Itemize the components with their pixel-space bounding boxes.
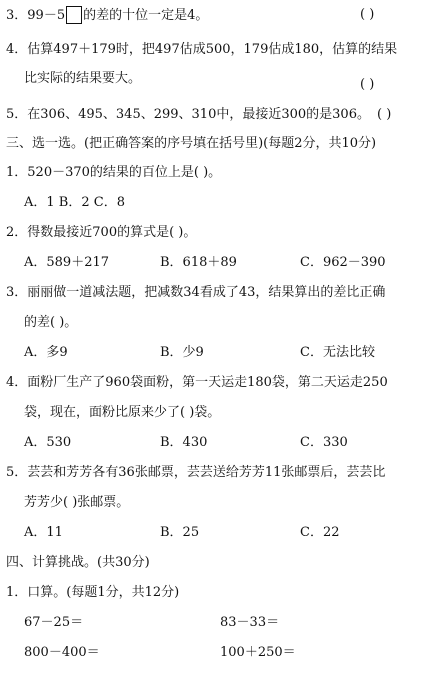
oral-problem: 83－33＝ <box>220 615 280 630</box>
choice-3-question-line1: 3．丽丽做一道减法题，把减数34看成了43，结果算出的差比正确 <box>6 285 386 300</box>
choice-2-option-a: A．589＋217 <box>24 255 110 270</box>
choice-5-question-line2: 芳芳少( )张邮票。 <box>24 495 130 510</box>
judgement-item-3-prefix: 3．99－5 <box>6 8 66 23</box>
blank-box <box>66 6 82 24</box>
choice-2-option-b: B．618＋89 <box>160 255 237 270</box>
section-3-title: 三、选一选。(把正确答案的序号填在括号里)(每题2分，共10分) <box>6 136 377 151</box>
choice-2-option-c: C．962－390 <box>300 255 386 270</box>
oral-problem: 67－25＝ <box>24 615 84 630</box>
judgement-item-5-answer-paren: ( ) <box>377 107 392 122</box>
judgement-item-3-suffix: 的差的十位一定是4。 <box>83 8 209 23</box>
choice-5-option-a: A．11 <box>24 525 63 540</box>
choice-4-option-b: B．430 <box>160 435 208 450</box>
oral-calc-title: 1．口算。(每题1分，共12分) <box>6 585 180 600</box>
judgement-item-3 <box>6 6 208 25</box>
judgement-item-5: 5．在306、495、345、299、310中，最接近300的是306。 <box>6 107 370 122</box>
choice-4-question-line2: 袋，现在，面粉比原来少了( )袋。 <box>24 405 221 420</box>
judgement-item-4-line2: 比实际的结果要大。 <box>24 71 142 86</box>
choice-5-option-b: B．25 <box>160 525 200 540</box>
section-4-title: 四、计算挑战。(共30分) <box>6 555 150 570</box>
choice-4-option-c: C．330 <box>300 435 348 450</box>
choice-3-option-c: C．无法比较 <box>300 345 375 360</box>
choice-2-question: 2．得数最接近700的算式是( )。 <box>6 225 197 240</box>
oral-problem: 100＋250＝ <box>220 645 296 660</box>
choice-1-options: A．1 B．2 C．8 <box>24 195 125 210</box>
judgement-item-3-answer-paren: ( ) <box>360 7 375 22</box>
choice-3-option-b: B．少9 <box>160 345 204 360</box>
oral-problem: 800－400＝ <box>24 645 100 660</box>
choice-1-question: 1．520－370的结果的百位上是( )。 <box>6 165 222 180</box>
choice-4-question-line1: 4．面粉厂生产了960袋面粉，第一天运走180袋，第二天运走250 <box>6 375 388 390</box>
judgement-item-4-answer-paren: ( ) <box>360 77 375 92</box>
judgement-item-4-line1: 4．估算497＋179时，把497估成500，179估成180，估算的结果 <box>6 42 398 57</box>
choice-5-question-line1: 5．芸芸和芳芳各有36张邮票，芸芸送给芳芳11张邮票后，芸芸比 <box>6 465 386 480</box>
choice-3-option-a: A．多9 <box>24 345 68 360</box>
choice-4-option-a: A．530 <box>24 435 72 450</box>
choice-3-question-line2: 的差( )。 <box>24 315 78 330</box>
choice-5-option-c: C．22 <box>300 525 340 540</box>
